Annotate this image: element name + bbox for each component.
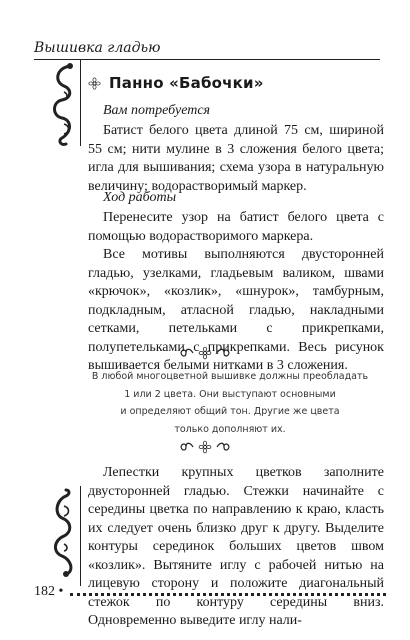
requirements-text: Батист белого цвета длиной 75 см, шириной 55 см; нити мулине в 3 сложения белого цвета; игла для вышивания; схема узора в натуральную величину; водорастворимый маркер. xyxy=(88,123,384,194)
continuation-paragraph: Лепестки крупных цветков заполните двусторонней гладью. Стежки начинайте с середины цветка по направлению к краю, класть их следует очень близко друг к другу. Выделите контуры серединок больших цветов швом «козлик». Вытяните иглу с рабочей нитью на лицевую сторону и положите диагональный стежок по контуру середины вниз. Одновременно выведите иглу нали- xyxy=(88,465,384,628)
tip-line-1: В любой многоцветной вышивке должны преобладать xyxy=(91,371,369,382)
section-title: Панно «Бабочки» xyxy=(109,74,264,92)
header-rule xyxy=(34,59,380,60)
work-paragraph-2: Все мотивы выполняются двусторонней гладью, узелками, гладьевым валиком, швами «крючок», «козлик», «шнурок», тамбурным, подкладным, атласной гладью, накладными сетками, петельками с прикрепками, полупетельками с прикрепками. Весь рисунок вышивается белыми нитками в 3 сложения. xyxy=(88,247,384,373)
left-rule-top xyxy=(80,60,81,146)
section-title-row xyxy=(88,74,264,92)
left-rule-bottom xyxy=(80,486,81,586)
scroll-flourish-icon xyxy=(50,486,78,578)
floral-divider-icon xyxy=(0,440,410,454)
tip-line-2: 1 или 2 цвета. Они выступают основными xyxy=(124,388,336,400)
tip-box xyxy=(80,368,380,438)
scroll-flourish-icon xyxy=(50,62,78,148)
floral-divider-icon xyxy=(0,346,410,360)
tip-line-3: и определяют общий тон. Другие же цвета xyxy=(120,406,340,417)
running-header: Вышивка гладью xyxy=(34,40,161,56)
footer-dotted-rule xyxy=(70,593,386,596)
work-heading: Ход работы xyxy=(103,190,177,205)
tip-line-4: только дополняют их. xyxy=(174,423,286,435)
requirements-heading: Вам потребуется xyxy=(103,103,211,118)
flower-icon xyxy=(88,77,101,90)
work-paragraph-1: Перенесите узор на батист белого цвета с помощью водорастворимого маркера. xyxy=(88,210,384,244)
page-number: 182 • xyxy=(34,584,64,599)
